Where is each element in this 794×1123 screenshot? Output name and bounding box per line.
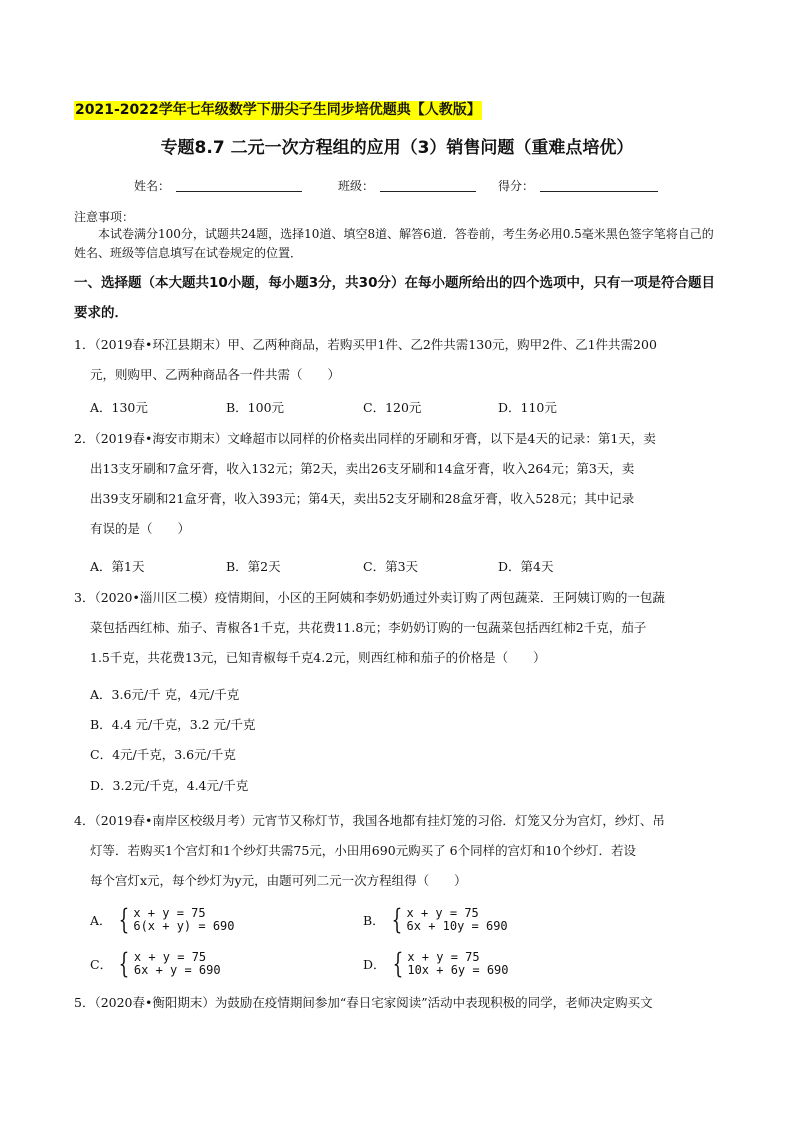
- option-b[interactable]: B．100元: [226, 400, 285, 415]
- option-b[interactable]: B．4.4 元/千克，3.2 元/千克: [90, 717, 256, 732]
- brace-icon: {: [392, 947, 403, 980]
- question-line: 1．（2019春•环江县期末）甲、乙两种商品，若购买甲1件、乙2件共需130元，购甲2件、乙1件共需200: [74, 337, 657, 352]
- option-d[interactable]: D．第4天: [498, 559, 554, 574]
- option-a[interactable]: A．130元: [90, 400, 148, 415]
- option-d[interactable]: D． { x + y = 75 10x + 6y = 690: [363, 947, 509, 980]
- option-c[interactable]: C． { x + y = 75 6x + y = 690: [90, 947, 221, 980]
- option-c[interactable]: C．4元/千克，3.6元/千克: [90, 747, 236, 762]
- score-blank[interactable]: [540, 191, 658, 192]
- notice-text: 本试卷满分100分，试题共24题，选择10道、填空8道、解答6道．答卷前，考生务必用0.5毫米黑色签字笔将自己的姓名、班级等信息填写在试卷规定的位置．: [74, 227, 714, 260]
- score-label: 得分：: [498, 179, 535, 193]
- brace-icon: {: [118, 947, 130, 980]
- question-line: 灯等．若购买1个宫灯和1个纱灯共需75元，小田用690元购买了 6个同样的宫灯和10个纱灯．若设: [90, 843, 637, 858]
- section-heading: 一、选择题（本大题共10小题，每小题3分，共30分）在每小题所给出的四个选项中，只有一项是符合题目要求的．: [74, 275, 715, 321]
- question-line: 3．（2020•淄川区二模）疫情期间，小区的王阿姨和李奶奶通过外卖订购了两包蔬菜．王阿姨订购的一包蔬: [74, 590, 665, 605]
- student-info-row: [0, 177, 794, 197]
- option-a[interactable]: A．第1天: [90, 559, 145, 574]
- question-line: 菜包括西红柿、茄子、青椒各1千克，共花费11.8元；李奶奶订购的一包蔬菜包括西红柿2千克，茄子: [90, 620, 647, 635]
- name-blank[interactable]: [176, 191, 302, 192]
- question-line: 元，则购甲、乙两种商品各一件共需（ ）: [90, 367, 341, 382]
- name-label: 姓名：: [134, 179, 171, 193]
- question-line: 1.5千克，共花费13元，已知青椒每千克4.2元，则西红柿和茄子的价格是（ ）: [90, 650, 546, 665]
- question-line: 每个宫灯x元，每个纱灯为y元，由题可列二元一次方程组得（ ）: [90, 873, 467, 888]
- question-line: 2．（2019春•海安市期末）文峰超市以同样的价格卖出同样的牙刷和牙膏，以下是4天的记录：第1天，卖: [74, 431, 656, 446]
- brace-icon: {: [118, 903, 129, 936]
- class-label: 班级：: [338, 179, 375, 193]
- option-c[interactable]: C．第3天: [363, 559, 419, 574]
- question-3: [74, 583, 726, 673]
- series-title: 2021-2022学年七年级数学下册尖子生同步培优题典【人教版】: [75, 102, 481, 118]
- option-a[interactable]: A． { x + y = 75 6(x + y) = 690: [90, 903, 235, 936]
- question-5: [74, 988, 726, 1018]
- question-line: 出13支牙刷和7盒牙膏，收入132元；第2天，卖出26支牙刷和14盒牙膏，收入264元；第3天，卖: [90, 461, 635, 476]
- page-title: 专题8.7 二元一次方程组的应用（3）销售问题（重难点培优）: [160, 138, 634, 158]
- option-d[interactable]: D．3.2元/千克，4.4元/千克: [90, 778, 249, 793]
- option-a[interactable]: A．3.6元/千 克，4元/千克: [90, 687, 240, 702]
- question-line: 5．（2020春•衡阳期末）为鼓励在疫情期间参加“春日宅家阅读”活动中表现积极的同学，老师决定购买文: [74, 995, 653, 1010]
- option-b[interactable]: B．第2天: [226, 559, 281, 574]
- question-line: 有误的是（ ）: [90, 521, 191, 536]
- option-d[interactable]: D．110元: [498, 400, 557, 415]
- brace-icon: {: [391, 903, 402, 936]
- question-1: [74, 330, 726, 390]
- option-b[interactable]: B． { x + y = 75 6x + 10y = 690: [363, 903, 508, 936]
- notice-title: 注意事项：: [74, 210, 135, 224]
- question-2: [74, 424, 726, 544]
- question-4: [74, 806, 726, 896]
- option-c[interactable]: C．120元: [363, 400, 422, 415]
- question-line: 出39支牙刷和21盒牙膏，收入393元；第4天，卖出52支牙刷和28盒牙膏，收入528元；其中记录: [90, 491, 635, 506]
- class-blank[interactable]: [380, 191, 476, 192]
- question-line: 4．（2019春•南岸区校级月考）元宵节又称灯节，我国各地都有挂灯笼的习俗．灯笼又分为宫灯，纱灯、吊: [74, 813, 665, 828]
